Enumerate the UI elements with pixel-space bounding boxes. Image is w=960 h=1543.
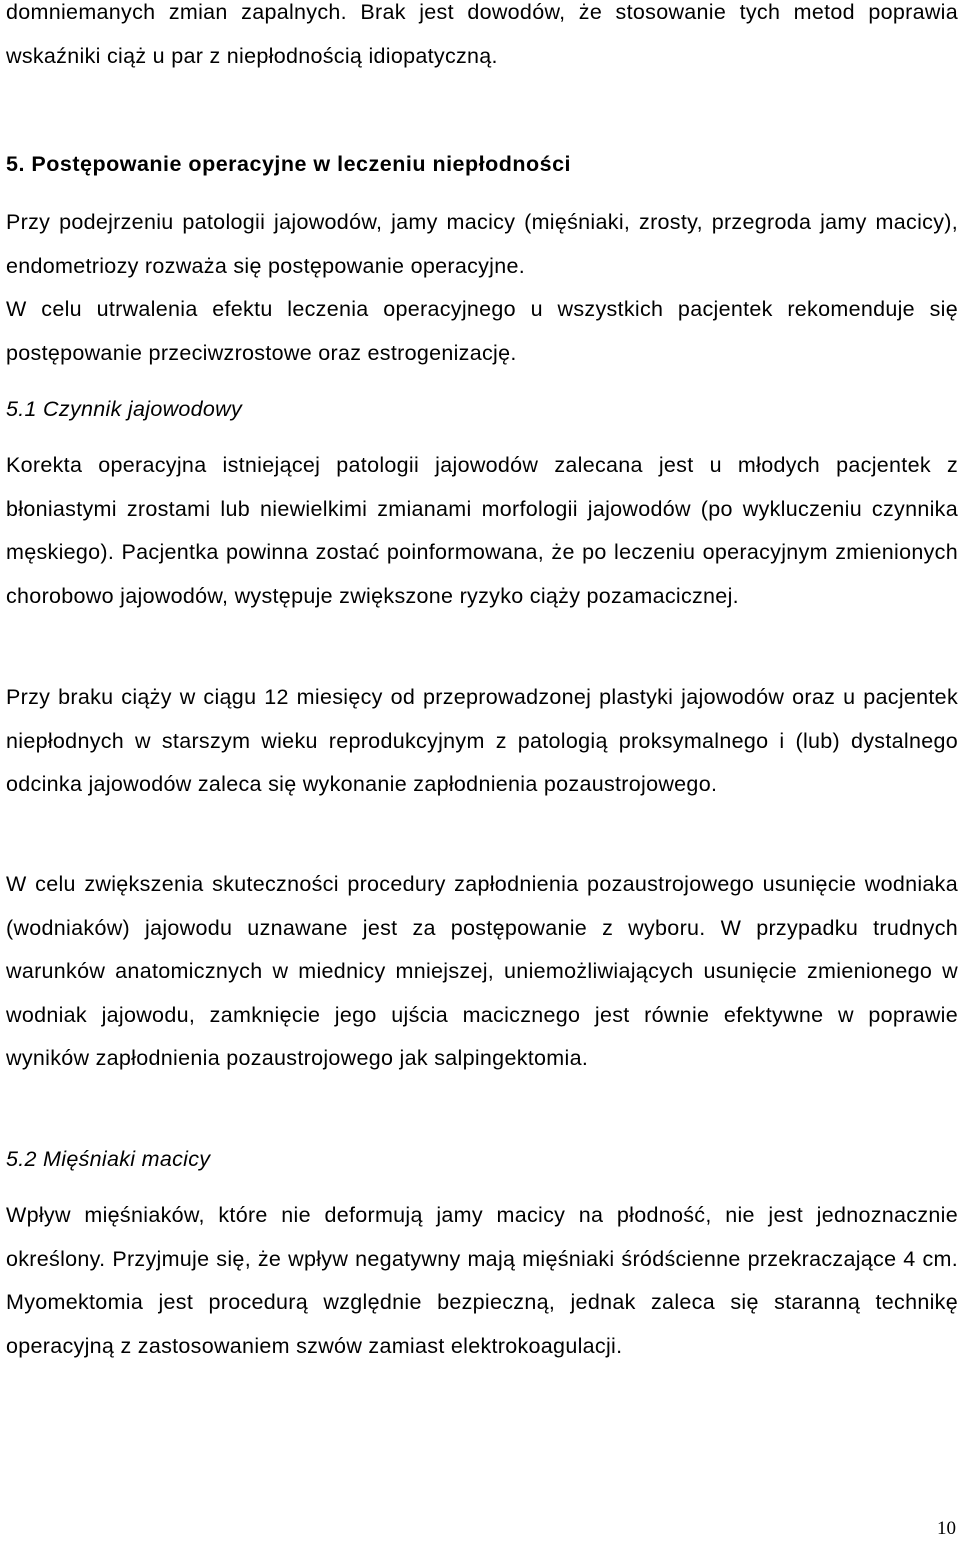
section-5-1-paragraph-3: W celu zwiększenia skuteczności procedury zapłodnienia pozaustrojowego usunięcie wodniaka (wodniaków) jajowodu uznawane jest za postępowanie z wyboru. W przypadku trudnych warunków anatomicznych w miednicy mniejszej, uniemożliwiających usunięcie zmienionego w wodniak jajowodu, zamknięcie jego ujścia macicznego jest równie efektywne w poprawie wyników zapłodnienia pozaustrojowego jak salpingektomia.: [6, 872, 958, 1071]
section-5-1-heading: 5.1 Czynnik jajowodowy: [6, 397, 243, 421]
intro-paragraph: domniemanych zmian zapalnych. Brak jest dowodów, że stosowanie tych metod poprawia wskaźniki ciąż u par z niepłodnością idiopatyczną.: [6, 0, 958, 68]
section-5-paragraph-2: W celu utrwalenia efektu leczenia operacyjnego u wszystkich pacjentek rekomenduje się postępowanie przeciwzrostowe oraz estrogenizację.: [6, 297, 958, 365]
section-5-heading: 5. Postępowanie operacyjne w leczeniu niepłodności: [6, 152, 572, 176]
page-number: 10: [937, 1518, 956, 1539]
section-5-1-paragraph-2: Przy braku ciąży w ciągu 12 miesięcy od przeprowadzonej plastyki jajowodów oraz u pacjentek niepłodnych w starszym wieku reprodukcyjnym z patologią proksymalnego i (lub) dystalnego odcinka jajowodów zaleca się wykonanie zapłodnienia pozaustrojowego.: [6, 685, 958, 797]
section-5-paragraph-1: Przy podejrzeniu patologii jajowodów, jamy macicy (mięśniaki, zrosty, przegroda jamy macicy), endometriozy rozważa się postępowanie operacyjne.: [6, 210, 958, 278]
section-5-2-heading: 5.2 Mięśniaki macicy: [6, 1147, 211, 1171]
section-5-2-paragraph-1: Wpływ mięśniaków, które nie deformują jamy macicy na płodność, nie jest jednoznacznie określony. Przyjmuje się, że wpływ negatywny mają mięśniaki śródścienne przekraczające 4 cm. Myomektomia jest procedurą względnie bezpieczną, jednak zaleca się staranną technikę operacyjną z zastosowaniem szwów zamiast elektrokoagulacji.: [6, 1203, 958, 1358]
section-5-1-paragraph-1: Korekta operacyjna istniejącej patologii jajowodów zalecana jest u młodych pacjentek z błoniastymi zrostami lub niewielkimi zmianami morfologii jajowodów (po wykluczeniu czynnika męskiego). Pacjentka powinna zostać poinformowana, że po leczeniu operacyjnym zmienionych chorobowo jajowodów, występuje zwiększone ryzyko ciąży pozamacicznej.: [6, 453, 958, 608]
